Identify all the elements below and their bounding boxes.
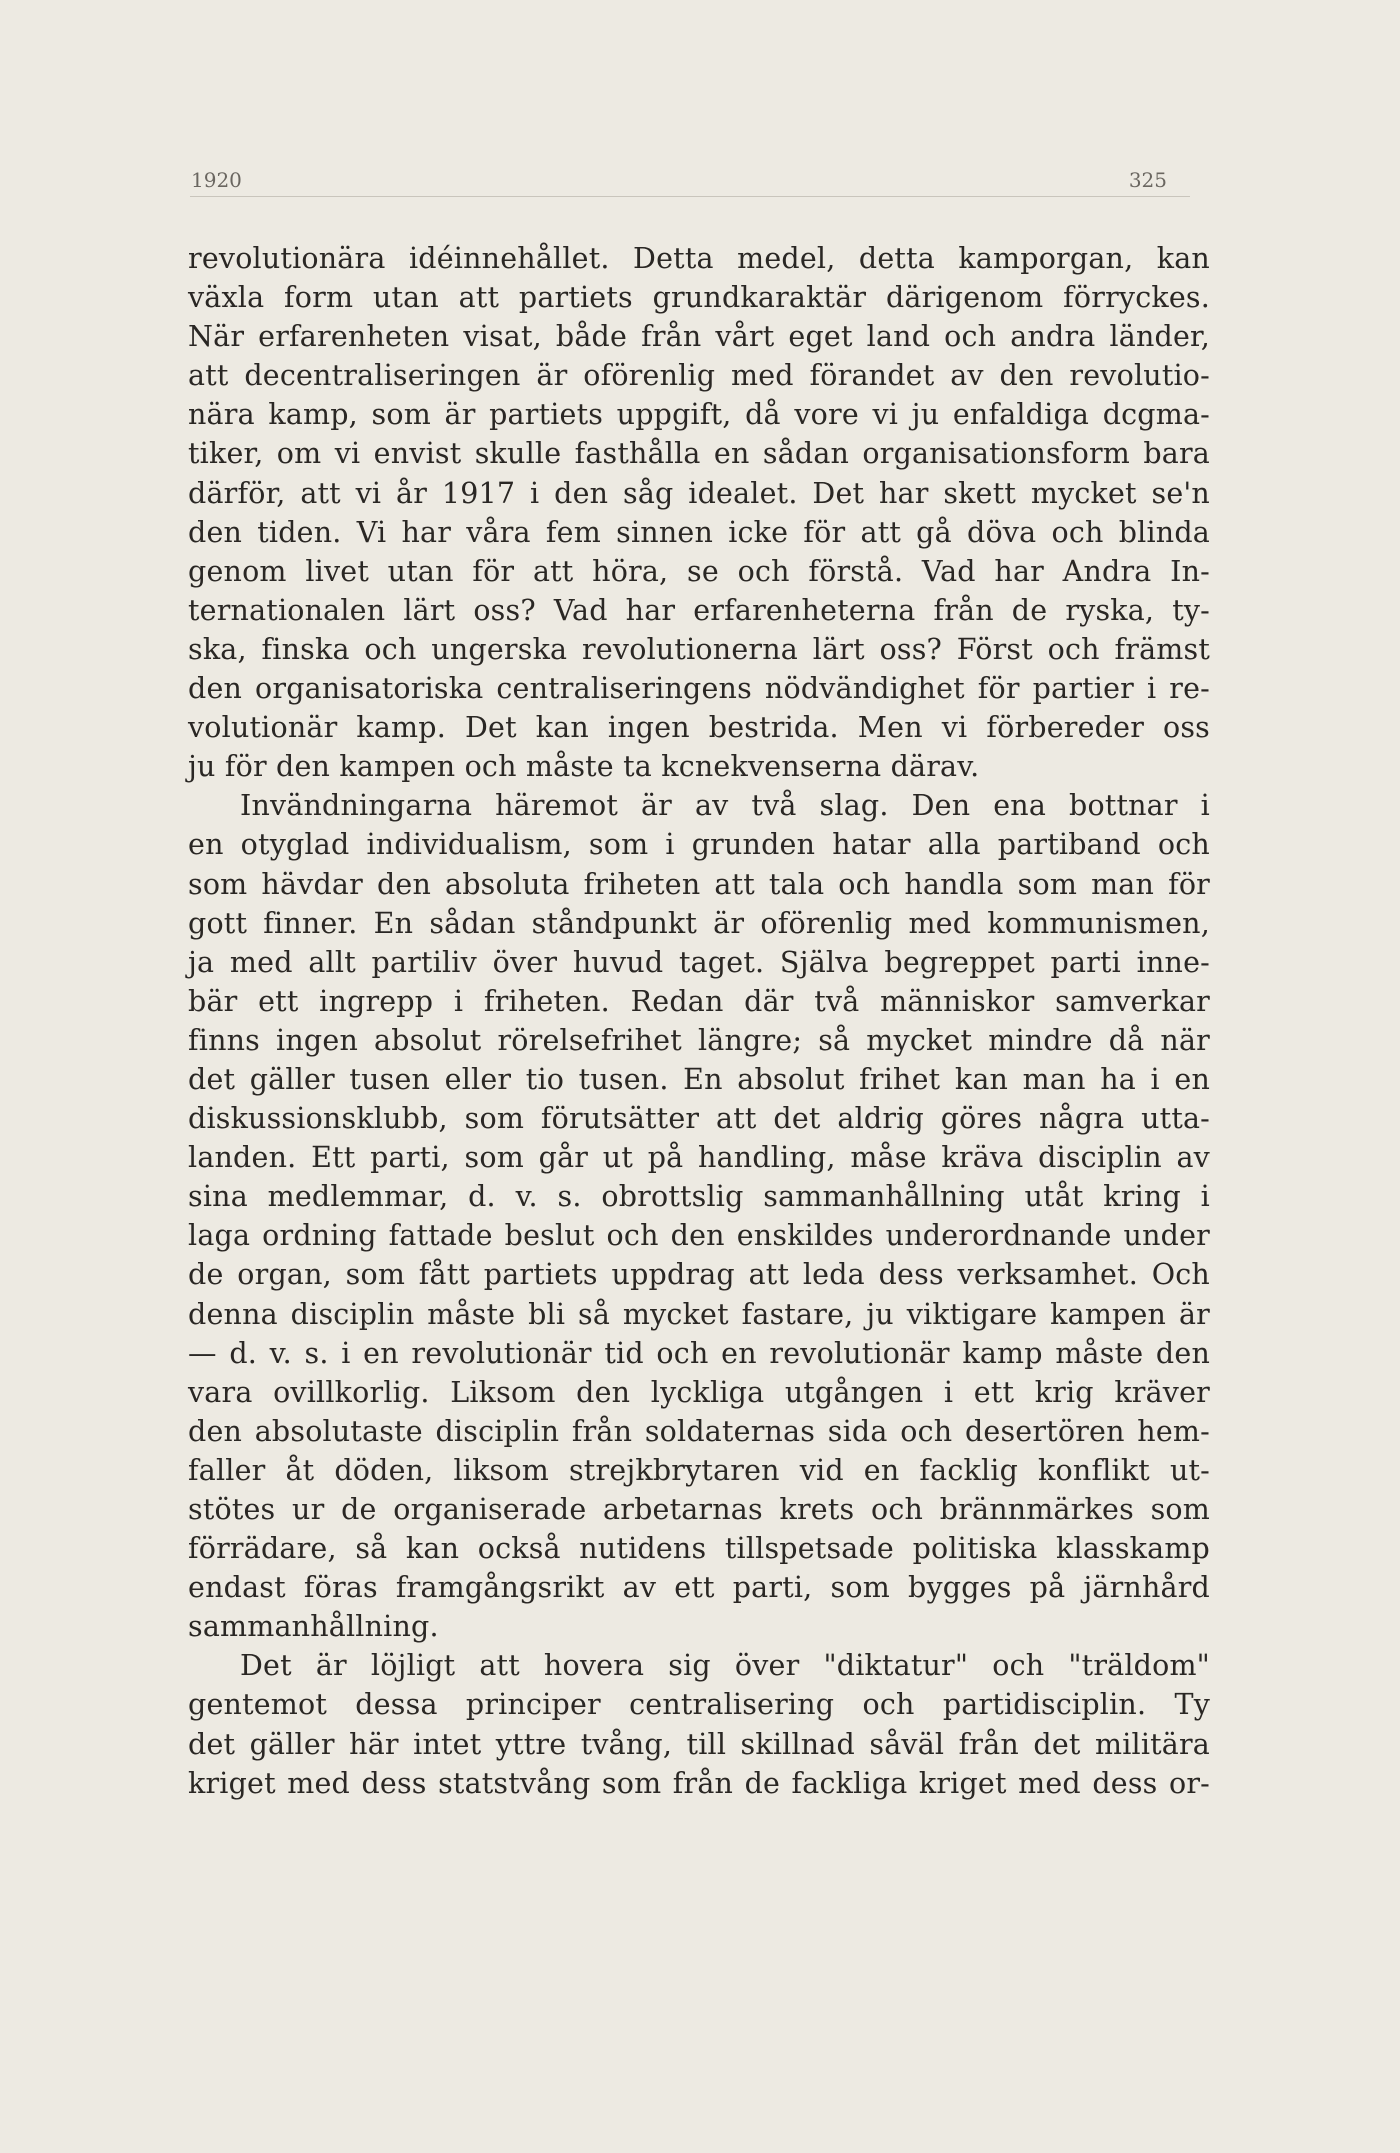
- text-line: de organ, som fått partiets uppdrag att leda dess verksamhet. Och: [188, 1258, 1210, 1292]
- text-line: finns ingen absolut rörelsefrihet längre; så mycket mindre då när: [188, 1023, 1210, 1057]
- text-line: gott finner. En sådan ståndpunkt är oförenlig med kommunismen,: [188, 906, 1210, 940]
- text-line: endast föras framgångsrikt av ett parti, som bygges på järnhård: [188, 1571, 1210, 1605]
- text-line: vara ovillkorlig. Liksom den lyckliga utgången i ett krig kräver: [188, 1375, 1210, 1409]
- paragraph-start-line: Det är löjligt att hovera sig över "diktatur" och "träldom": [240, 1649, 1210, 1683]
- text-line: faller åt döden, liksom strejkbrytaren vid en facklig konflikt ut-: [188, 1453, 1210, 1487]
- paragraph-end-line: ju för den kampen och måste ta kcnekvenserna därav.: [188, 750, 980, 784]
- body-text: [188, 239, 1210, 1803]
- text-line: tiker, om vi envist skulle fasthålla en sådan organisationsform bara: [188, 437, 1210, 471]
- text-line: gentemot dessa principer centralisering och partidisciplin. Ty: [188, 1688, 1210, 1722]
- text-line: växla form utan att partiets grundkaraktär därigenom förryckes.: [188, 281, 1210, 315]
- text-line: När erfarenheten visat, både från vårt eget land och andra länder,: [188, 320, 1210, 354]
- text-line: därför, att vi år 1917 i den såg idealet. Det har skett mycket se'n: [188, 476, 1210, 510]
- header-page-number: 325: [1128, 168, 1167, 192]
- text-line: stötes ur de organiserade arbetarnas krets och brännmärkes som: [188, 1493, 1210, 1526]
- header-divider: [190, 196, 1190, 197]
- text-line: volutionär kamp. Det kan ingen bestrida. Men vi förbereder oss: [188, 711, 1210, 745]
- paragraph-end-line: sammanhållning.: [188, 1610, 439, 1644]
- page-header: [191, 168, 1191, 208]
- text-line: kriget med dess statstvång som från de fackliga kriget med dess or-: [188, 1766, 1210, 1800]
- text-line: bär ett ingrepp i friheten. Redan där två människor samverkar: [188, 984, 1210, 1018]
- text-line: den tiden. Vi har våra fem sinnen icke för att gå döva och blinda: [188, 515, 1210, 549]
- text-line: det gäller här intet yttre tvång, till skillnad såväl från det militära: [188, 1727, 1210, 1761]
- text-line: laga ordning fattade beslut och den enskildes underordnande under: [188, 1219, 1210, 1253]
- text-line: ja med allt partiliv över huvud taget. Själva begreppet parti inne-: [188, 945, 1210, 979]
- text-line: den absolutaste disciplin från soldaternas sida och desertören hem-: [188, 1414, 1210, 1448]
- text-line: förrädare, så kan också nutidens tillspetsade politiska klasskamp: [188, 1532, 1210, 1566]
- paragraph-start-line: Invändningarna häremot är av två slag. Den ena bottnar i: [240, 789, 1210, 823]
- header-year: 1920: [191, 168, 242, 192]
- text-line: landen. Ett parti, som går ut på handling, måse kräva disciplin av: [188, 1141, 1210, 1175]
- text-line: genom livet utan för att höra, se och förstå. Vad har Andra In-: [188, 554, 1210, 588]
- text-line: att decentraliseringen är oförenlig med förandet av den revolutio-: [188, 359, 1210, 393]
- text-line: revolutionära idéinnehållet. Detta medel, detta kamporgan, kan: [188, 242, 1210, 275]
- text-line: ska, finska och ungerska revolutionerna lärt oss? Först och främst: [188, 632, 1210, 666]
- text-line: den organisatoriska centraliseringens nödvändighet för partier i re-: [188, 672, 1210, 706]
- text-line: det gäller tusen eller tio tusen. En absolut frihet kan man ha i en: [188, 1062, 1210, 1096]
- text-line: sina medlemmar, d. v. s. obrottslig sammanhållning utåt kring i: [188, 1180, 1210, 1214]
- text-line: ternationalen lärt oss? Vad har erfarenheterna från de ryska, ty-: [188, 593, 1210, 627]
- text-line: — d. v. s. i en revolutionär tid och en revolutionär kamp måste den: [188, 1336, 1210, 1370]
- text-line: denna disciplin måste bli så mycket fastare, ju viktigare kampen är: [188, 1297, 1210, 1331]
- text-line: en otyglad individualism, som i grunden hatar alla partiband och: [188, 828, 1210, 862]
- text-line: som hävdar den absoluta friheten att tala och handla som man för: [188, 867, 1210, 901]
- text-line: diskussionsklubb, som förutsätter att det aldrig göres några utta-: [188, 1102, 1210, 1136]
- text-line: nära kamp, som är partiets uppgift, då vore vi ju enfaldiga dcgma-: [188, 398, 1210, 432]
